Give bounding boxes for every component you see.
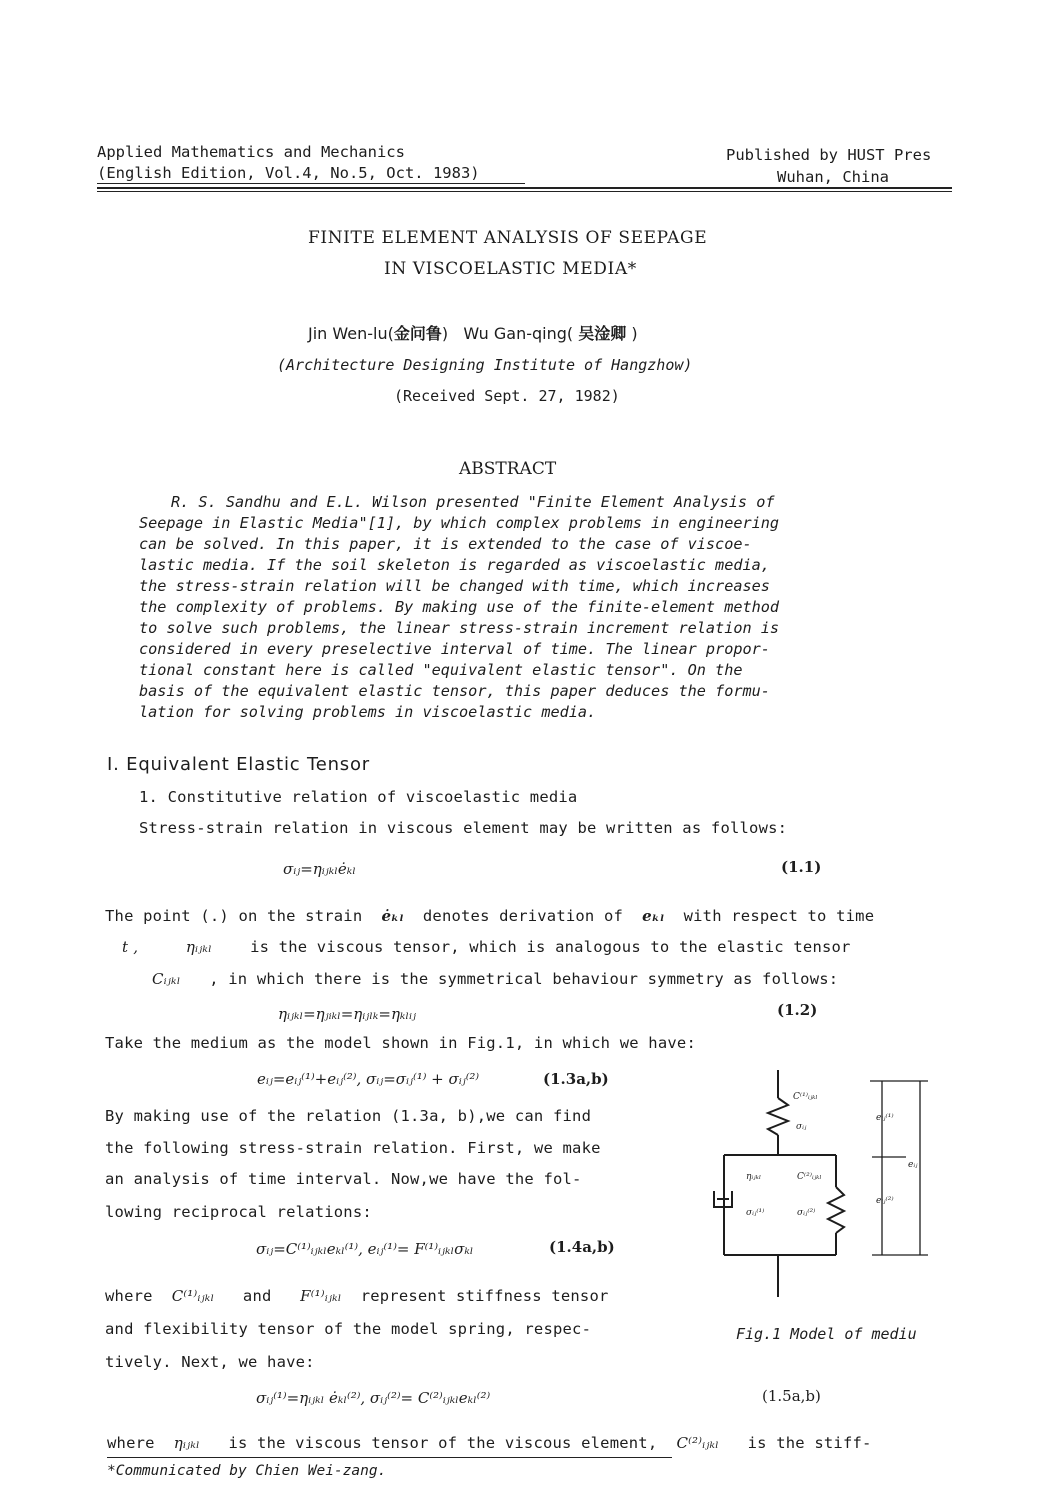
section-intro: Stress-strain relation in viscous element may be written as follows: xyxy=(139,819,788,837)
equation-1-2-number: (1.2) xyxy=(777,1001,818,1019)
abstract-line: the complexity of problems. By making use of the finite-element method xyxy=(139,598,780,616)
text-run: with respect to time xyxy=(683,907,875,925)
paragraph-line xyxy=(152,970,838,988)
author-1: Jin Wen-lu( xyxy=(308,324,394,343)
label-sigma-top: σᵢⱼ xyxy=(796,1122,807,1132)
paragraph-line: lowing reciprocal relations: xyxy=(105,1203,372,1221)
footnote: *Communicated by Chien Wei-zang. xyxy=(107,1463,387,1479)
symbol-eta: ηᵢⱼₖₗ xyxy=(185,938,212,956)
journal-edition: (English Edition, Vol.4, No.5, Oct. 1983) xyxy=(97,164,480,182)
paragraph-line: tively. Next, we have: xyxy=(105,1353,315,1371)
label-c2: C⁽²⁾ᵢⱼₖₗ xyxy=(797,1172,822,1182)
journal-name: Applied Mathematics and Mechanics xyxy=(97,143,405,161)
authors xyxy=(308,321,638,344)
text-run: , in which there is the symmetrical behaviour symmetry as follows: xyxy=(209,970,839,988)
symbol-c2-ijkl: C⁽²⁾ᵢⱼₖₗ xyxy=(676,1434,720,1452)
title-line-2: IN VISCOELASTIC MEDIA* xyxy=(384,259,637,279)
text-run: where xyxy=(105,1287,153,1305)
title-line-1: FINITE ELEMENT ANALYSIS OF SEEPAGE xyxy=(308,228,708,248)
label-sigma-spring: σᵢⱼ⁽²⁾ xyxy=(797,1208,816,1218)
label-e-total: eᵢⱼ xyxy=(908,1160,918,1170)
abstract-line: basis of the equivalent elastic tensor, this paper deduces the formu- xyxy=(139,682,770,700)
abstract-line: Seepage in Elastic Media"[1], by which complex problems in engineering xyxy=(139,514,780,532)
symbol-e-kl: eₖₗ xyxy=(642,907,665,925)
text-run: is the viscous tensor of the viscous element, xyxy=(228,1434,658,1452)
affiliation: (Architecture Designing Institute of Hangzhow) xyxy=(277,356,693,374)
inner-spring xyxy=(828,1187,844,1233)
text-run: represent stiffness tensor xyxy=(360,1287,609,1305)
text-run: is the viscous tensor, which is analogous to the elastic tensor xyxy=(250,938,851,956)
author-2-close: ) xyxy=(631,324,638,343)
equation-1-3-number: (1.3a,b) xyxy=(543,1070,609,1088)
text-run: The point (.) on the strain xyxy=(105,907,363,925)
equation-1-5: σᵢⱼ⁽¹⁾=ηᵢⱼₖₗ ėₖₗ⁽²⁾, σᵢⱼ⁽²⁾= C⁽²⁾ᵢⱼₖₗeₖₗ⁽²⁾ xyxy=(256,1389,491,1407)
paragraph-line: By making use of the relation (1.3a, b),we can find xyxy=(105,1107,592,1125)
abstract-line: tional constant here is called "equivalent elastic tensor". On the xyxy=(139,661,743,679)
publisher-city: Wuhan, China xyxy=(777,168,889,186)
header-rule-bottom xyxy=(97,191,952,192)
author-1-close: ) xyxy=(441,324,449,343)
symbol-t: t , xyxy=(122,938,139,956)
abstract-heading: ABSTRACT xyxy=(459,459,557,479)
header-rule-top xyxy=(97,187,952,189)
author-1-chinese: 金问鲁 xyxy=(393,324,442,343)
paragraph-line xyxy=(105,907,874,925)
text-run: is the stiff- xyxy=(747,1434,872,1452)
abstract-line: can be solved. In this paper, it is extended to the case of viscoe- xyxy=(139,535,752,553)
text-run: where xyxy=(107,1434,155,1452)
symbol-c-ijkl: Cᵢⱼₖₗ xyxy=(152,970,181,988)
paragraph-line: an analysis of time interval. Now,we have the fol- xyxy=(105,1170,582,1188)
author-2-chinese: 吴淦卿 xyxy=(578,324,627,343)
abstract-line: the stress-strain relation will be changed with time, which increases xyxy=(139,577,770,595)
abstract-line: to solve such problems, the linear stress-strain increment relation is xyxy=(139,619,780,637)
edition-underline xyxy=(97,183,525,184)
paragraph-line xyxy=(107,1434,872,1452)
label-e1: eᵢⱼ⁽¹⁾ xyxy=(876,1113,894,1123)
paragraph-line xyxy=(105,1287,609,1305)
paragraph-line: the following stress-strain relation. First, we make xyxy=(105,1139,601,1157)
subsection-heading: 1. Constitutive relation of viscoelastic media xyxy=(139,788,578,806)
abstract-line: lation for solving problems in viscoelastic media. xyxy=(139,703,597,721)
equation-1-2: ηᵢⱼₖₗ=ηⱼᵢₖₗ=ηᵢⱼₗₖ=ηₖₗᵢⱼ xyxy=(278,1005,417,1023)
author-2: Wu Gan-qing( xyxy=(463,324,574,343)
equation-1-3: eᵢⱼ=eᵢⱼ⁽¹⁾+eᵢⱼ⁽²⁾, σᵢⱼ=σᵢⱼ⁽¹⁾ + σᵢⱼ⁽²⁾ xyxy=(257,1070,480,1088)
section-heading: I. Equivalent Elastic Tensor xyxy=(107,754,370,775)
abstract-line: lastic media. If the soil skeleton is regarded as viscoelastic media, xyxy=(139,556,770,574)
abstract-line: considered in every preselective interval of time. The linear propor- xyxy=(139,640,770,658)
label-c1: C⁽¹⁾ᵢⱼₖₗ xyxy=(793,1092,818,1102)
paragraph-line: Take the medium as the model shown in Fig.1, in which we have: xyxy=(105,1034,696,1052)
symbol-f1-ijkl: F⁽¹⁾ᵢⱼₖₗ xyxy=(300,1287,342,1305)
equation-1-5-number: (1.5a,b) xyxy=(762,1387,821,1405)
symbol-eta-ijkl: ηᵢⱼₖₗ xyxy=(173,1434,200,1452)
equation-1-1-number: (1.1) xyxy=(781,858,822,876)
equation-1-1: σᵢⱼ=ηᵢⱼₖₗėₖₗ xyxy=(283,860,356,878)
footnote-rule xyxy=(107,1457,672,1458)
label-e2: eᵢⱼ⁽²⁾ xyxy=(876,1196,894,1206)
text-run: and xyxy=(242,1287,272,1305)
publisher: Published by HUST Pres xyxy=(726,146,932,164)
label-eta: ηᵢⱼₖₗ xyxy=(746,1172,762,1182)
received-date: (Received Sept. 27, 1982) xyxy=(394,387,620,405)
symbol-c1-ijkl: C⁽¹⁾ᵢⱼₖₗ xyxy=(171,1287,215,1305)
top-spring xyxy=(768,1098,788,1135)
paragraph-line xyxy=(122,938,851,956)
paragraph-line: and flexibility tensor of the model spring, respec- xyxy=(105,1320,592,1338)
figure-caption: Fig.1 Model of mediu xyxy=(736,1325,917,1343)
abstract-line: R. S. Sandhu and E.L. Wilson presented "Finite Element Analysis of xyxy=(171,493,775,511)
equation-1-4: σᵢⱼ=C⁽¹⁾ᵢⱼₖₗeₖₗ⁽¹⁾, eᵢⱼ⁽¹⁾= F⁽¹⁾ᵢⱼₖₗσₖₗ xyxy=(256,1240,474,1258)
symbol-edot-kl: ėₖₗ xyxy=(381,907,404,925)
equation-1-4-number: (1.4a,b) xyxy=(549,1238,615,1256)
label-sigma-dashpot: σᵢⱼ⁽¹⁾ xyxy=(746,1208,765,1218)
figure-1-model xyxy=(700,1065,950,1310)
text-run: denotes derivation of xyxy=(422,907,624,925)
